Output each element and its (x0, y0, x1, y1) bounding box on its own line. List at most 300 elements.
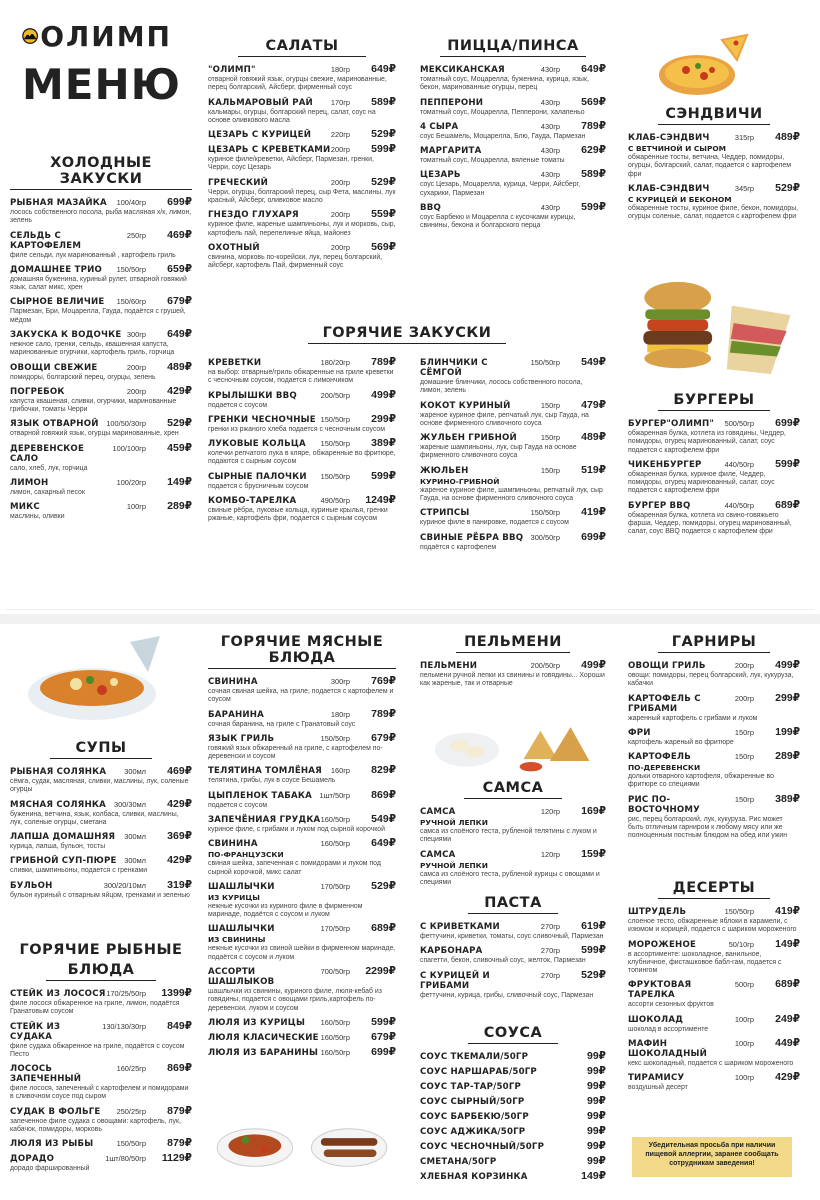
menu-item-row (420, 1050, 606, 1062)
grilled-meat-image-icon (208, 1108, 396, 1174)
item-price: 599₽ (775, 457, 800, 470)
item-price: 469₽ (167, 765, 192, 777)
menu-item-row (208, 437, 396, 449)
item-weight: 200/50гр (530, 661, 560, 670)
menu-item-row (420, 506, 606, 518)
item-price: 569₽ (371, 240, 396, 253)
item-price: 529₽ (775, 181, 800, 194)
menu-item (10, 442, 192, 473)
menu-item (10, 417, 192, 438)
menu-item (628, 750, 800, 790)
menu-item-row (420, 1125, 606, 1137)
menu-item-row (208, 241, 396, 253)
menu-item (10, 1105, 192, 1135)
menu-item-row (208, 675, 396, 687)
item-weight: 170/25/50гр (106, 989, 146, 998)
item-weight: 490/50гр (320, 495, 350, 505)
item-description: соус Цезарь, Моцарелла, курица, Черри, Айсберг, сухарики, Пармезан (420, 181, 581, 197)
burger-image-icon (632, 276, 802, 384)
menu-item-row (420, 201, 606, 213)
item-weight: 200гр (126, 362, 146, 372)
menu-item-row (10, 442, 192, 464)
item-name: СМЕТАНА/50ГР (420, 1157, 497, 1167)
menu-item (208, 143, 396, 173)
item-name: С КУРИЦЕЙ И ГРИБАМИ (420, 970, 490, 991)
item-description: отварной говяжий язык, огурцы маринованные, хрен (10, 430, 179, 438)
item-name: МАРГАРИТА (420, 146, 482, 157)
menu-item (420, 1065, 606, 1077)
item-weight: 150/50гр (320, 471, 350, 481)
item-description: филе лосося, запеченный с картофелем и помидорами в сливочном соусе под сыром (10, 1085, 189, 1101)
menu-item-row (628, 131, 800, 143)
item-weight: 700/50гр (320, 966, 350, 976)
item-name: ЛЮЛЯ КЛАСИЧЕСКИЕ (208, 1032, 319, 1043)
item-name: ОВОЩИ СВЕЖИЕ (10, 362, 98, 373)
menu-item-row (420, 920, 606, 932)
item-weight: 430гр (540, 97, 560, 107)
item-name: ШАШЛЫЧКИ (208, 881, 275, 892)
item-name: ГРЕНКИ ЧЕСНОЧНЫЕ (208, 414, 316, 425)
section-title: БУРГЕРЫ (658, 392, 770, 411)
menu-item-row (208, 470, 396, 482)
menu-item-row (420, 168, 606, 180)
menu-item (10, 854, 192, 875)
menu-item (208, 208, 396, 238)
item-weight: 160/50гр (320, 1032, 350, 1042)
menu-item (420, 506, 606, 527)
item-price: 519₽ (581, 463, 606, 476)
item-name: ЖУЛЬЕН ГРИБНОЙ (420, 433, 517, 444)
item-name: СЕЛЬДЬ С КАРТОФЕЛЕМ (10, 230, 82, 251)
item-price: 569₽ (581, 95, 606, 108)
item-price: 489₽ (167, 360, 192, 373)
item-weight: 440/50гр (724, 459, 754, 469)
menu-item (628, 131, 800, 179)
menu-item (420, 464, 606, 504)
item-weight: 160/50гр (320, 814, 350, 824)
menu-item (420, 201, 606, 231)
menu-item-row (10, 879, 192, 891)
item-weight: 120гр (540, 849, 560, 859)
menu-item-row (420, 96, 606, 108)
menu-item (420, 1170, 606, 1182)
item-price: 649₽ (581, 63, 606, 75)
item-name: РЫБНАЯ СОЛЯНКА (10, 767, 107, 777)
section-burgers (628, 392, 800, 540)
menu-item-row (420, 969, 606, 991)
item-price: 499₽ (371, 388, 396, 401)
menu-item (208, 96, 396, 126)
item-weight: 170/50гр (320, 881, 350, 891)
item-weight: 200гр (734, 661, 754, 670)
menu-item-row (420, 1065, 606, 1077)
item-weight: 100/40гр (116, 198, 146, 207)
menu-item-row (420, 659, 606, 671)
item-weight: 300мл (124, 767, 146, 776)
item-description: сочная свиная шейка, на гриле, подается с картофелем и соусом (208, 688, 394, 704)
menu-item (10, 830, 192, 851)
section-title: ПИЦЦА/ПИНСА (440, 38, 586, 57)
item-description: отварной говяжий язык, огурцы свежие, маринованные, перец болгарский, Айсберг, фирменный соус (208, 76, 387, 92)
menu-item-row (208, 789, 396, 801)
menu-item (208, 176, 396, 206)
menu-item-row (420, 1140, 606, 1152)
item-name: ШОКОЛАД (628, 1014, 684, 1025)
menu-item-row (10, 385, 192, 397)
menu-item (420, 1050, 606, 1062)
item-description: дорадо фаршированный (10, 1165, 90, 1173)
item-weight: 220гр (330, 130, 350, 140)
item-price: 389₽ (371, 437, 396, 450)
item-price: 499₽ (581, 659, 606, 671)
menu-item (420, 399, 606, 429)
item-name: КЛАБ-СЭНДВИЧ (628, 133, 710, 143)
menu-item (208, 675, 396, 705)
menu-item-row (420, 805, 606, 817)
item-price: 769₽ (371, 675, 396, 687)
menu-item-row (420, 944, 606, 956)
item-name: ЧИКЕНБУРГЕР (628, 459, 702, 470)
menu-item (10, 476, 192, 497)
item-price: 529₽ (371, 175, 396, 188)
item-description: гренки из ржаного хлеба подается с чесночным соусом (208, 425, 385, 433)
menu-item (420, 1080, 606, 1092)
item-name: СЫРНЫЕ ПАЛОЧКИ (208, 471, 307, 482)
item-description: сочная баранина, на гриле с Гранатовый соус (208, 720, 356, 728)
item-name: РЫБНАЯ МАЗАЙКА (10, 198, 107, 208)
item-name: СОУС СЫРНЫЙ/50ГР (420, 1097, 525, 1107)
item-price: 599₽ (371, 469, 396, 482)
item-weight: 100/100гр (112, 443, 146, 453)
brand-name: ОЛИМП (40, 19, 172, 53)
menu-item (628, 1013, 800, 1034)
item-name: ЛОСОСЬ ЗАПЕЧЕННЫЙ (10, 1064, 82, 1085)
menu-item (10, 1020, 192, 1060)
item-description: обжаренные тосты, ветчина, Чеддер, помидоры, огурцы, болгарский, салат, подается с картофелем фри (628, 154, 791, 178)
menu-item-row (10, 295, 192, 307)
item-price: 529₽ (167, 417, 192, 430)
dumplings-image-icon (428, 712, 600, 778)
item-name: ЯЗЫК ОТВАРНОЙ (10, 419, 99, 430)
menu-item-row (628, 1071, 800, 1083)
item-name: ХЛЕБНАЯ КОРЗИНКА (420, 1172, 528, 1182)
item-price: 1399₽ (161, 987, 192, 999)
item-price: 829₽ (371, 764, 396, 777)
item-weight: 430гр (540, 146, 560, 156)
item-description: ассорти сезонных фруктов (628, 1001, 714, 1009)
item-description: помидоры, болгарский перец, огурцы, зелень (10, 373, 156, 381)
menu-item (208, 413, 396, 434)
item-price: 649₽ (371, 837, 396, 850)
menu-item-row (208, 965, 396, 987)
item-price: 529₽ (581, 968, 606, 981)
item-weight: 300/30мл (114, 799, 146, 809)
menu-item (208, 63, 396, 93)
menu-item-row (208, 208, 396, 220)
menu-item-row (208, 837, 396, 849)
item-description: нежные кусочки из куриного филе в фирменном маринаде, подаётся с соусом и луком (208, 902, 363, 919)
item-weight: 100гр (734, 1038, 754, 1048)
item-description: на выбор: отварные/гриль обжаренные на гриле креветки с чесночным соусом, подается с лимончиком (208, 369, 394, 385)
item-description: буженина, ветчина, язык, колбаса, сливки, маслины, лук, соленые огурцы, сметана (10, 810, 179, 826)
item-description: жареное куриное филе, шампиньоны, репчатый лук, сыр Гауда, на основе фирменного сливочного соуса (420, 486, 603, 502)
item-subtitle: С КУРИЦЕЙ И БЕКОНОМ (628, 194, 732, 204)
menu-item-row (208, 764, 396, 776)
menu-item-row (208, 1046, 396, 1058)
menu-item (628, 793, 800, 841)
mountain-logo-icon (22, 18, 38, 54)
item-name: КРЫЛЫШКИ BBQ (208, 390, 297, 401)
menu-item-row (420, 1080, 606, 1092)
section-pelmeni (420, 634, 606, 692)
item-name: КАРБОНАРА (420, 946, 483, 957)
item-price: 649₽ (371, 63, 396, 75)
menu-item-row (10, 1105, 192, 1117)
item-description: Пармезан, Бри, Моцарелла, Гауда, подаётся с грушей, мёдом (10, 308, 186, 324)
section-title: СЭНДВИЧИ (658, 106, 770, 125)
section-cold-snacks (10, 155, 192, 525)
item-price: 419₽ (581, 506, 606, 519)
item-name: КРЕВЕТКИ (208, 358, 262, 368)
menu-item (628, 182, 800, 222)
menu-item-row (208, 1031, 396, 1043)
menu-item (628, 978, 800, 1009)
menu-item-row (420, 120, 606, 132)
menu-item (208, 837, 396, 877)
menu-item (10, 1062, 192, 1102)
menu-item (420, 431, 606, 461)
menu-item-row (10, 263, 192, 275)
item-subtitle: ПО-ФРАНЦУЗСКИ (208, 850, 284, 860)
menu-item (208, 1031, 396, 1043)
menu-item-row (10, 328, 192, 340)
item-price: 99₽ (587, 1065, 606, 1077)
page-separator (0, 614, 820, 624)
item-name: СОУС НАРШАРАБ/50ГР (420, 1067, 537, 1077)
item-description: сало, хлеб, лук, горчица (10, 464, 88, 472)
item-description: спагетти, бекон, сливочный соус, желток, Пармезан (420, 957, 586, 965)
item-price: 319₽ (167, 878, 192, 891)
item-weight: 200гр (734, 693, 754, 703)
item-description: Черри, огурцы, болгарский перец, сыр Фета, маслины, лук красный, Айсберг, оливковое масло (208, 188, 396, 204)
menu-item-row (10, 1152, 192, 1164)
item-name: ЗАПЕЧЁНИАЯ ГРУДКА (208, 814, 321, 825)
menu-item (628, 458, 800, 496)
menu-item (208, 494, 396, 524)
item-name: ПЕЛЬМЕНИ (420, 661, 478, 671)
pizza-image-icon (652, 30, 752, 100)
menu-item (10, 987, 192, 1017)
item-weight: 300гр (126, 329, 146, 339)
item-description: куриное филе, с грибами и луком под сырной корочкой (208, 825, 385, 833)
item-description: нежные кусочки из свиной шейки в фирменном маринаде, подаётся с соусом и луком (208, 945, 396, 961)
item-description: жареные шампиньоны, лук, сыр Гауда на основе фирменного сливочного соуса (420, 444, 577, 460)
item-price: 689₽ (775, 498, 800, 511)
item-price: 1129₽ (161, 1152, 192, 1165)
menu-item (420, 63, 606, 93)
menu-item (420, 531, 606, 552)
menu-item-row (10, 987, 192, 999)
item-price: 499₽ (775, 659, 800, 671)
section-hot-snacks (208, 325, 606, 354)
menu-item (628, 499, 800, 537)
item-name: ЦЫПЛЕНОК ТАБАКА (208, 790, 312, 801)
menu-item (208, 470, 396, 491)
item-name: БАРАНИНА (208, 709, 264, 720)
hot-snacks-right-column (420, 356, 606, 555)
item-description: томатный соус, Моцарелла, буженина, курица, язык, бекон, маринованные огурцы, перец (420, 76, 589, 92)
item-subtitle: ИЗ КУРИЦЫ (208, 892, 260, 902)
item-subtitle: РУЧНОЙ ЛЕПКИ (420, 860, 488, 870)
item-name: ЦЕЗАРЬ (420, 170, 461, 181)
menu-item-row (10, 798, 192, 810)
item-name: ЖЮЛЬЕН (420, 465, 469, 476)
item-price: 789₽ (371, 356, 396, 368)
item-price: 299₽ (775, 691, 800, 704)
item-weight: 150/50гр (724, 907, 754, 916)
item-price: 389₽ (775, 792, 800, 805)
item-weight: 160/50гр (320, 839, 350, 849)
menu-item-row (208, 389, 396, 401)
item-weight: 150/50гр (116, 1139, 146, 1149)
section-soups (10, 740, 192, 903)
item-price: 619₽ (581, 920, 606, 932)
item-weight: 150гр (540, 400, 560, 410)
item-weight: 150/50гр (320, 733, 350, 743)
item-weight: 100гр (734, 1014, 754, 1024)
item-name: АССОРТИ ШАШЛЫКОВ (208, 966, 275, 987)
item-name: МИКС (10, 502, 40, 513)
item-price: 679₽ (371, 1030, 396, 1043)
item-description: подается с соусом (208, 801, 268, 809)
item-weight: 150/50гр (320, 414, 350, 424)
item-price: 679₽ (371, 731, 396, 744)
item-description: самса из слоёного теста, рубленой телятины с луком и специями (420, 828, 597, 844)
item-subtitle: ИЗ СВИНИНЫ (208, 935, 266, 945)
menu-item (208, 732, 396, 762)
item-weight: 200гр (330, 177, 350, 187)
item-price: 169₽ (581, 805, 606, 817)
item-name: СОУС АДЖИКА/50ГР (420, 1127, 526, 1137)
item-name: КОКОТ КУРИНЫЙ (420, 400, 511, 411)
item-name: ГНЕЗДО ГЛУХАРЯ (208, 210, 299, 221)
item-name: СТЕЙК ИЗ ЛОСОСЯ (10, 989, 106, 999)
item-price: 679₽ (167, 295, 192, 308)
section-title: СОУСА (468, 1025, 558, 1044)
menu-item-row (628, 793, 800, 815)
section-title: ПЕЛЬМЕНИ (456, 634, 570, 653)
item-weight: 100/20гр (116, 477, 146, 487)
menu-item (10, 1152, 192, 1173)
item-name: СОУС БАРБЕКЮ/50ГР (420, 1112, 529, 1122)
item-name: МОРОЖЕНОЕ (628, 939, 697, 950)
menu-item (420, 144, 606, 165)
menu-item-row (208, 880, 396, 892)
item-description: свиная шейка, запеченная с помидорами и луком под сырной корочкой, микс салат (208, 860, 381, 876)
section-title: ГОРЯЧИЕ ЗАКУСКИ (308, 325, 506, 344)
item-price: 689₽ (775, 978, 800, 991)
item-price: 529₽ (371, 128, 396, 141)
section-title: ГОРЯЧИЕ РЫБНЫЕ (19, 942, 183, 958)
menu-item (420, 356, 606, 396)
item-weight: 430гр (540, 121, 560, 131)
item-price: 699₽ (371, 1045, 396, 1058)
menu-item-row (628, 692, 800, 714)
item-description: телятина, грибы, лук в соусе Бешамель (208, 777, 336, 785)
item-name: ТЕЛЯТИНА ТОМЛЁНАЯ (208, 766, 322, 777)
menu-item-row (420, 431, 606, 443)
item-name: ЦЕЗАРЬ С КУРИЦЕЙ (208, 130, 312, 141)
item-name: ОХОТНЫЙ (208, 242, 260, 253)
section-title: СУПЫ (50, 740, 152, 759)
item-name: СТРИПСЫ (420, 508, 470, 519)
item-name: КАРТОФЕЛЬ (628, 752, 692, 763)
item-name: КЛАБ-СЭНДВИЧ (628, 183, 710, 194)
section-salads (208, 38, 396, 273)
menu-item-row (10, 500, 192, 512)
section-sauces (420, 1025, 606, 1185)
menu-item-row (208, 143, 396, 155)
item-description: жареное куриное филе, репчатый лук, сыр Гауда, на основе фирменного сливочного соуса (420, 411, 589, 427)
section-hot-fish (10, 942, 192, 1177)
menu-item-row (420, 1095, 606, 1107)
section-title: ХОЛОДНЫЕ ЗАКУСКИ (10, 155, 192, 190)
menu-item-row (628, 1037, 800, 1059)
menu-item (420, 1095, 606, 1107)
item-price: 99₽ (587, 1110, 606, 1122)
item-description: лимон, сахарный песок (10, 488, 85, 496)
item-description: нежное сало, гренки, сельдь, квашенная капуста, маринованные огурчики, картофель гриль, горчица (10, 340, 175, 357)
item-price: 2299₽ (365, 964, 396, 977)
item-name: БУРГЕР BBQ (628, 500, 691, 511)
item-description: свиные рёбра, луковые кольца, куриные крылья, гренки ржаные, картофель фри, подается с сырным соусом (208, 506, 388, 523)
item-price: 99₽ (587, 1125, 606, 1137)
menu-item-row (420, 464, 606, 476)
menu-item (628, 659, 800, 689)
item-weight: 315гр (734, 133, 754, 142)
menu-item (208, 789, 396, 810)
item-price: 599₽ (371, 1015, 396, 1028)
menu-item-row (420, 1110, 606, 1122)
item-weight: 200гр (330, 242, 350, 252)
item-price: 99₽ (587, 1155, 606, 1167)
item-price: 559₽ (371, 208, 396, 221)
menu-item-row (10, 1020, 192, 1042)
menu-item (208, 356, 396, 386)
menu-item-row (628, 750, 800, 762)
menu-item (628, 1037, 800, 1068)
menu-item (420, 120, 606, 141)
item-description: лосось собственного посола, рыба масляная х/к, лимон, зелень (10, 209, 192, 225)
section-sandwiches (628, 106, 800, 224)
menu-item (420, 1110, 606, 1122)
item-name: КАРТОФЕЛЬ С ГРИБАМИ (628, 693, 701, 714)
item-weight: 120гр (540, 807, 560, 816)
menu-item-row (628, 417, 800, 429)
item-name: СЫРНОЕ ВЕЛИЧИЕ (10, 297, 105, 308)
item-description: пельмени ручной лепки из свинины и говядины... Хороши как жареные, так и отварные (420, 672, 605, 688)
item-description: томатный соус, Моцарелла, Пепперони, халапеньо (420, 108, 585, 116)
item-description: обжаренная булка, куриное филе, Чеддер, помидоры, огурец маринованный, салат, соус подается с картофелем фри (628, 470, 775, 495)
item-weight: 200гр (330, 210, 350, 220)
menu-item-row (628, 938, 800, 950)
menu-item-row (420, 531, 606, 543)
item-name: БУРГЕР"ОЛИМП" (628, 419, 715, 429)
item-price: 449₽ (775, 1036, 800, 1049)
soup-bowl-image-icon (20, 632, 170, 732)
item-name: ЛЮЛЯ ИЗ КУРИЦЫ (208, 1017, 306, 1028)
item-weight: 300мл (124, 832, 146, 842)
